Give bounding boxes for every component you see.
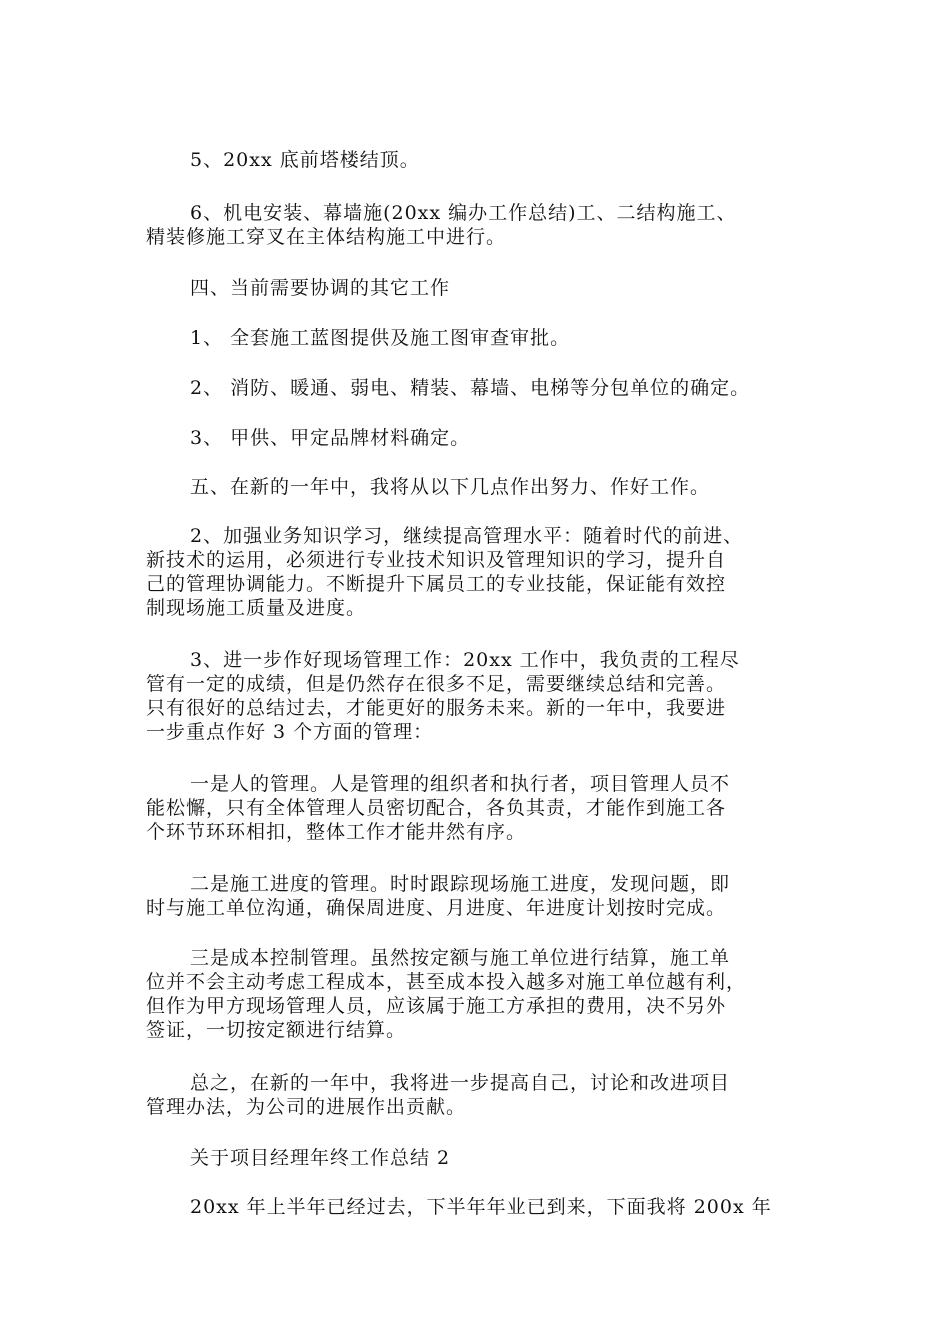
text-line: 管理办法，为公司的进展作出贡献。 — [146, 1096, 467, 1118]
text-line: 新技术的运用，必须进行专业技术知识及管理知识的学习，提升自 — [146, 549, 727, 571]
text-line: 一是人的管理。人是管理的组织者和执行者，项目管理人员不 — [190, 773, 731, 795]
text-line: 3、 甲供、甲定品牌材料确定。 — [190, 427, 471, 449]
paragraph — [146, 1071, 811, 1119]
text-line: 只有很好的总结过去，才能更好的服务未来。新的一年中，我要进 — [146, 697, 727, 719]
text-line: 己的管理协调能力。不断提升下属员工的专业技能，保证能有效控 — [146, 573, 727, 595]
paragraph — [146, 648, 811, 744]
text-line: 2、 消防、暖通、弱电、精装、幕墙、电梯等分包单位的确定。 — [190, 377, 751, 399]
section-heading — [146, 475, 811, 499]
text-line: 20xx 年上半年已经过去，下半年年业已到来，下面我将 200x 年 — [190, 1196, 772, 1218]
text-line: 签证，一切按定额进行结算。 — [146, 1019, 407, 1041]
text-line: 时与施工单位沟通，确保周进度、月进度、年进度计划按时完成。 — [146, 897, 727, 919]
paragraph — [146, 772, 811, 844]
text-line: 个环节环环相扣，整体工作才能井然有序。 — [146, 821, 527, 843]
text-line: 关于项目经理年终工作总结 2 — [190, 1147, 451, 1169]
text-line: 能松懈，只有全体管理人员密切配合，各负其责，才能作到施工各 — [146, 797, 727, 819]
paragraph — [146, 1195, 811, 1219]
paragraph — [146, 872, 811, 920]
text-line: 总之，在新的一年中，我将进一步提高自己，讨论和改进项目 — [190, 1072, 731, 1094]
paragraph — [146, 524, 811, 620]
text-line: 3、进一步作好现场管理工作：20xx 工作中，我负责的工程尽 — [190, 649, 740, 671]
paragraph — [146, 201, 811, 249]
text-line: 位并不会主动考虑工程成本，甚至成本投入越多对施工单位越有利， — [146, 971, 747, 993]
text-line: 一步重点作好 3 个方面的管理： — [146, 721, 434, 743]
paragraph — [146, 148, 811, 172]
section-heading — [146, 276, 811, 300]
text-line: 但作为甲方现场管理人员，应该属于施工方承担的费用，决不另外 — [146, 995, 727, 1017]
paragraph — [146, 946, 811, 1042]
text-line: 1、 全套施工蓝图提供及施工图审查审批。 — [190, 327, 571, 349]
list-item — [146, 426, 811, 450]
text-line: 制现场施工质量及进度。 — [146, 597, 367, 619]
text-line: 管有一定的成绩，但是仍然存在很多不足，需要继续总结和完善。 — [146, 673, 727, 695]
text-line: 三是成本控制管理。虽然按定额与施工单位进行结算，施工单 — [190, 947, 731, 969]
text-line: 精装修施工穿叉在主体结构施工中进行。 — [146, 226, 507, 248]
text-line: 五、在新的一年中，我将从以下几点作出努力、作好工作。 — [190, 476, 711, 498]
article-title — [146, 1146, 811, 1170]
text-line: 6、机电安装、幕墙施(20xx 编办工作总结)工、二结构施工、 — [190, 202, 737, 224]
list-item — [146, 376, 811, 400]
text-line: 5、20xx 底前塔楼结顶。 — [190, 149, 420, 171]
text-line: 二是施工进度的管理。时时跟踪现场施工进度，发现问题，即 — [190, 873, 731, 895]
text-line: 2、加强业务知识学习，继续提高管理水平：随着时代的前进、 — [190, 525, 744, 547]
list-item — [146, 326, 811, 350]
text-line: 四、当前需要协调的其它工作 — [190, 277, 451, 299]
